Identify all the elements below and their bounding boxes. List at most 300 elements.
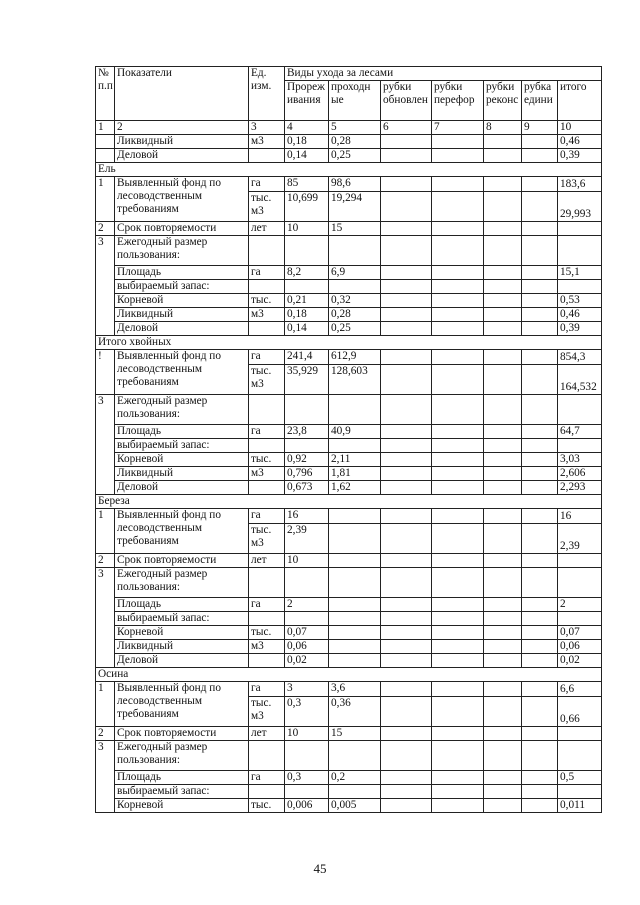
value-cell: 1,62	[329, 481, 381, 495]
indicator-name: Площадь	[115, 425, 249, 439]
value-cell	[381, 467, 432, 481]
value-cell	[432, 453, 484, 467]
indicator-name: Деловой	[115, 481, 249, 495]
header-col-renewal: рубки обновлен	[381, 81, 432, 121]
value-cell	[381, 697, 432, 727]
value-cell: 241,4	[285, 350, 329, 365]
value-cell	[484, 640, 522, 654]
table-row	[96, 741, 602, 771]
value-cell: 3	[285, 682, 329, 697]
value-cell	[432, 135, 484, 149]
unit-cell: м3	[249, 467, 285, 481]
value-cell	[285, 741, 329, 771]
value-cell	[484, 785, 522, 799]
value-cell	[381, 308, 432, 322]
value-cell	[558, 280, 602, 294]
value-cell: 23,8	[285, 425, 329, 439]
value-cell: 2	[558, 598, 602, 612]
value-cell	[522, 266, 558, 280]
value-cell	[432, 598, 484, 612]
table-row	[96, 395, 602, 425]
indicator-name: Выявленный фонд по лесоводственным требованиям	[115, 177, 249, 222]
value-cell	[484, 654, 522, 668]
value-cell	[484, 236, 522, 266]
indicator-name: Ликвидный	[115, 308, 249, 322]
value-cell	[432, 785, 484, 799]
value-cell	[432, 280, 484, 294]
value-cell	[522, 785, 558, 799]
unit-cell	[249, 395, 285, 425]
table-row	[96, 177, 602, 192]
value-cell: 0,46	[558, 308, 602, 322]
value-cell	[484, 799, 522, 813]
value-cell	[484, 741, 522, 771]
value-cell: 64,7	[558, 425, 602, 439]
value-cell	[558, 741, 602, 771]
unit-cell: га	[249, 509, 285, 524]
value-cell	[522, 612, 558, 626]
unit-cell: га	[249, 350, 285, 365]
value-cell: 612,9	[329, 350, 381, 365]
unit-cell: га	[249, 682, 285, 697]
value-cell: 2,39	[558, 524, 602, 554]
unit-cell: тыс.	[249, 294, 285, 308]
value-cell	[329, 654, 381, 668]
table-row	[96, 640, 602, 654]
value-cell: 35,929	[285, 365, 329, 395]
value-cell: 2	[285, 598, 329, 612]
value-cell: 0,28	[329, 308, 381, 322]
value-cell: 183,6	[558, 177, 602, 192]
indicator-name: Выявленный фонд по лесоводственным требованиям	[115, 509, 249, 554]
value-cell	[329, 554, 381, 568]
value-cell: 0,02	[285, 654, 329, 668]
header-col-total: итого	[558, 81, 602, 121]
value-cell	[381, 280, 432, 294]
unit-cell	[249, 654, 285, 668]
value-cell	[484, 280, 522, 294]
value-cell	[381, 785, 432, 799]
unit-cell	[249, 439, 285, 453]
value-cell	[329, 395, 381, 425]
value-cell	[484, 554, 522, 568]
value-cell	[522, 135, 558, 149]
header-number-row	[96, 121, 602, 135]
page-number: 45	[313, 861, 327, 876]
indicator-name: Площадь	[115, 266, 249, 280]
value-cell: 10	[285, 222, 329, 236]
value-cell: 3,6	[329, 682, 381, 697]
value-cell	[381, 192, 432, 222]
value-cell: 98,6	[329, 177, 381, 192]
table-row	[96, 308, 602, 322]
indicator-name: Корневой	[115, 294, 249, 308]
value-cell: 0,28	[329, 135, 381, 149]
value-cell	[381, 177, 432, 192]
col-number: 7	[432, 121, 484, 135]
value-cell	[522, 280, 558, 294]
value-cell	[329, 439, 381, 453]
value-cell	[432, 741, 484, 771]
value-cell: 16	[285, 509, 329, 524]
row-number: 3	[96, 741, 115, 813]
unit-cell: м3	[249, 135, 285, 149]
value-cell: 2,293	[558, 481, 602, 495]
value-cell	[329, 568, 381, 598]
row-number: 3	[96, 568, 115, 668]
value-cell	[329, 280, 381, 294]
value-cell	[381, 554, 432, 568]
unit-cell	[249, 785, 285, 799]
col-number: 4	[285, 121, 329, 135]
value-cell	[381, 365, 432, 395]
table-row	[96, 222, 602, 236]
value-cell: 0,5	[558, 771, 602, 785]
value-cell	[381, 568, 432, 598]
indicator-name: Выявленный фонд по лесоводственным требованиям	[115, 350, 249, 395]
row-number: 1	[96, 509, 115, 554]
value-cell	[432, 612, 484, 626]
col-number: 6	[381, 121, 432, 135]
header-col-single: рубка едини	[522, 81, 558, 121]
section-title: Осина	[96, 668, 602, 682]
indicator-name: Корневой	[115, 453, 249, 467]
value-cell: 854,3	[558, 350, 602, 365]
table-row	[96, 135, 602, 149]
table-row	[96, 149, 602, 163]
value-cell	[522, 524, 558, 554]
indicator-name: Деловой	[115, 149, 249, 163]
row-number: 2	[96, 727, 115, 741]
value-cell: 2,11	[329, 453, 381, 467]
value-cell	[381, 612, 432, 626]
indicator-name: Корневой	[115, 799, 249, 813]
value-cell: 0,53	[558, 294, 602, 308]
value-cell	[522, 425, 558, 439]
value-cell	[522, 626, 558, 640]
value-cell	[522, 322, 558, 336]
indicator-name: Ежегодный размер пользования:	[115, 568, 249, 598]
table-row	[96, 554, 602, 568]
value-cell	[484, 439, 522, 453]
row-number: 3	[96, 236, 115, 336]
unit-cell: м3	[249, 640, 285, 654]
value-cell	[484, 598, 522, 612]
value-cell: 85	[285, 177, 329, 192]
value-cell: 0,25	[329, 322, 381, 336]
row-number	[96, 149, 115, 163]
value-cell: 0,06	[285, 640, 329, 654]
col-number: 2	[115, 121, 249, 135]
value-cell	[484, 509, 522, 524]
unit-cell: тыс. м3	[249, 192, 285, 222]
value-cell	[558, 395, 602, 425]
value-cell	[432, 554, 484, 568]
value-cell	[432, 727, 484, 741]
table-row	[96, 509, 602, 524]
unit-cell: га	[249, 425, 285, 439]
value-cell	[329, 640, 381, 654]
value-cell: 2,606	[558, 467, 602, 481]
value-cell	[329, 612, 381, 626]
value-cell: 6,9	[329, 266, 381, 280]
col-number: 3	[249, 121, 285, 135]
indicator-name: Ликвидный	[115, 467, 249, 481]
value-cell	[558, 236, 602, 266]
value-cell	[381, 236, 432, 266]
col-number: 10	[558, 121, 602, 135]
table-row	[96, 727, 602, 741]
table-row	[96, 425, 602, 439]
value-cell	[484, 425, 522, 439]
value-cell: 6,6	[558, 682, 602, 697]
value-cell	[432, 568, 484, 598]
value-cell: 10	[285, 727, 329, 741]
col-number: 8	[484, 121, 522, 135]
indicator-name: Деловой	[115, 322, 249, 336]
unit-cell: тыс. м3	[249, 524, 285, 554]
unit-cell: м3	[249, 308, 285, 322]
table-row	[96, 799, 602, 813]
section-title-row	[96, 336, 602, 350]
value-cell	[522, 294, 558, 308]
value-cell	[381, 626, 432, 640]
value-cell: 0,18	[285, 308, 329, 322]
unit-cell: тыс.	[249, 799, 285, 813]
value-cell	[381, 799, 432, 813]
value-cell	[381, 135, 432, 149]
section-title-row	[96, 495, 602, 509]
value-cell	[484, 308, 522, 322]
value-cell	[522, 481, 558, 495]
value-cell	[285, 439, 329, 453]
value-cell: 0,21	[285, 294, 329, 308]
value-cell	[329, 524, 381, 554]
indicator-name: Срок повторяемости	[115, 222, 249, 236]
value-cell	[432, 509, 484, 524]
value-cell: 128,603	[329, 365, 381, 395]
forest-care-table	[95, 66, 602, 813]
value-cell	[522, 554, 558, 568]
unit-cell: га	[249, 177, 285, 192]
value-cell	[329, 741, 381, 771]
indicator-name: Площадь	[115, 598, 249, 612]
table-row	[96, 598, 602, 612]
col-number: 5	[329, 121, 381, 135]
unit-cell	[249, 322, 285, 336]
value-cell: 0,3	[285, 771, 329, 785]
unit-cell: тыс. м3	[249, 365, 285, 395]
value-cell: 0,673	[285, 481, 329, 495]
row-number	[96, 135, 115, 149]
table-row	[96, 481, 602, 495]
value-cell	[522, 509, 558, 524]
value-cell	[381, 222, 432, 236]
unit-cell: га	[249, 771, 285, 785]
value-cell	[558, 554, 602, 568]
value-cell	[484, 682, 522, 697]
value-cell	[484, 266, 522, 280]
value-cell	[484, 453, 522, 467]
header-unit: Ед. изм.	[249, 67, 285, 121]
value-cell	[285, 612, 329, 626]
value-cell	[432, 350, 484, 365]
value-cell: 0,32	[329, 294, 381, 308]
table-row	[96, 467, 602, 481]
value-cell	[522, 741, 558, 771]
value-cell	[522, 453, 558, 467]
indicator-name: Ликвидный	[115, 135, 249, 149]
value-cell	[432, 799, 484, 813]
value-cell: 0,46	[558, 135, 602, 149]
section-title-row	[96, 163, 602, 177]
value-cell	[432, 149, 484, 163]
value-cell	[285, 236, 329, 266]
table-row	[96, 439, 602, 453]
value-cell	[484, 222, 522, 236]
value-cell	[432, 467, 484, 481]
value-cell	[484, 322, 522, 336]
value-cell	[432, 322, 484, 336]
section-title: Ель	[96, 163, 602, 177]
value-cell	[381, 640, 432, 654]
value-cell	[522, 771, 558, 785]
row-number: 1	[96, 177, 115, 222]
value-cell	[484, 177, 522, 192]
value-cell	[522, 568, 558, 598]
value-cell	[484, 481, 522, 495]
value-cell: 0,18	[285, 135, 329, 149]
value-cell	[381, 425, 432, 439]
value-cell: 29,993	[558, 192, 602, 222]
row-number: 1	[96, 682, 115, 727]
col-number: 9	[522, 121, 558, 135]
value-cell	[484, 612, 522, 626]
value-cell	[432, 425, 484, 439]
value-cell	[484, 626, 522, 640]
indicator-name: Ежегодный размер пользования:	[115, 395, 249, 425]
value-cell	[522, 149, 558, 163]
value-cell	[522, 350, 558, 365]
value-cell	[484, 568, 522, 598]
indicator-name: выбираемый запас:	[115, 439, 249, 453]
value-cell	[522, 467, 558, 481]
value-cell	[432, 640, 484, 654]
indicator-name: выбираемый запас:	[115, 280, 249, 294]
value-cell	[522, 799, 558, 813]
value-cell	[432, 654, 484, 668]
value-cell	[329, 626, 381, 640]
value-cell	[381, 149, 432, 163]
section-title: Береза	[96, 495, 602, 509]
table-row	[96, 771, 602, 785]
unit-cell	[249, 741, 285, 771]
value-cell: 0,92	[285, 453, 329, 467]
value-cell	[381, 741, 432, 771]
value-cell	[432, 481, 484, 495]
value-cell	[432, 266, 484, 280]
value-cell: 0,39	[558, 149, 602, 163]
indicator-name: выбираемый запас:	[115, 785, 249, 799]
table-row	[96, 266, 602, 280]
unit-cell: лет	[249, 727, 285, 741]
value-cell	[432, 682, 484, 697]
unit-cell	[249, 568, 285, 598]
value-cell	[484, 135, 522, 149]
value-cell	[484, 771, 522, 785]
value-cell	[522, 192, 558, 222]
table-row	[96, 568, 602, 598]
value-cell	[381, 654, 432, 668]
table-row	[96, 294, 602, 308]
value-cell	[558, 222, 602, 236]
indicator-name: Площадь	[115, 771, 249, 785]
value-cell: 0,2	[329, 771, 381, 785]
unit-cell: тыс.	[249, 453, 285, 467]
value-cell	[381, 266, 432, 280]
header-care-types: Виды ухода за лесами	[285, 67, 602, 81]
header-number: № п.п	[96, 67, 115, 121]
value-cell	[484, 350, 522, 365]
unit-cell	[249, 612, 285, 626]
unit-cell	[249, 280, 285, 294]
value-cell	[484, 149, 522, 163]
value-cell: 0,06	[558, 640, 602, 654]
row-number: 3	[96, 395, 115, 495]
value-cell	[522, 365, 558, 395]
table-row	[96, 682, 602, 697]
value-cell	[432, 308, 484, 322]
value-cell	[558, 439, 602, 453]
value-cell	[484, 524, 522, 554]
value-cell	[329, 236, 381, 266]
unit-cell: лет	[249, 554, 285, 568]
value-cell	[522, 727, 558, 741]
value-cell	[522, 654, 558, 668]
value-cell	[522, 177, 558, 192]
indicator-name: Деловой	[115, 654, 249, 668]
unit-cell: лет	[249, 222, 285, 236]
value-cell	[432, 697, 484, 727]
value-cell: 0,39	[558, 322, 602, 336]
section-title-row	[96, 668, 602, 682]
value-cell: 0,36	[329, 697, 381, 727]
value-cell	[432, 192, 484, 222]
indicator-name: Срок повторяемости	[115, 727, 249, 741]
value-cell	[432, 365, 484, 395]
row-number: 2	[96, 554, 115, 568]
table-row	[96, 453, 602, 467]
value-cell: 2,39	[285, 524, 329, 554]
value-cell	[558, 612, 602, 626]
value-cell	[432, 439, 484, 453]
unit-cell: тыс. м3	[249, 697, 285, 727]
value-cell: 0,011	[558, 799, 602, 813]
value-cell	[432, 771, 484, 785]
value-cell: 3,03	[558, 453, 602, 467]
value-cell	[522, 236, 558, 266]
value-cell	[381, 524, 432, 554]
value-cell	[558, 727, 602, 741]
value-cell: 10,699	[285, 192, 329, 222]
value-cell: 16	[558, 509, 602, 524]
value-cell	[432, 222, 484, 236]
value-cell: 0,006	[285, 799, 329, 813]
header-col-reformation: рубки перефор	[432, 81, 484, 121]
table-row	[96, 785, 602, 799]
value-cell	[432, 294, 484, 308]
value-cell	[522, 640, 558, 654]
